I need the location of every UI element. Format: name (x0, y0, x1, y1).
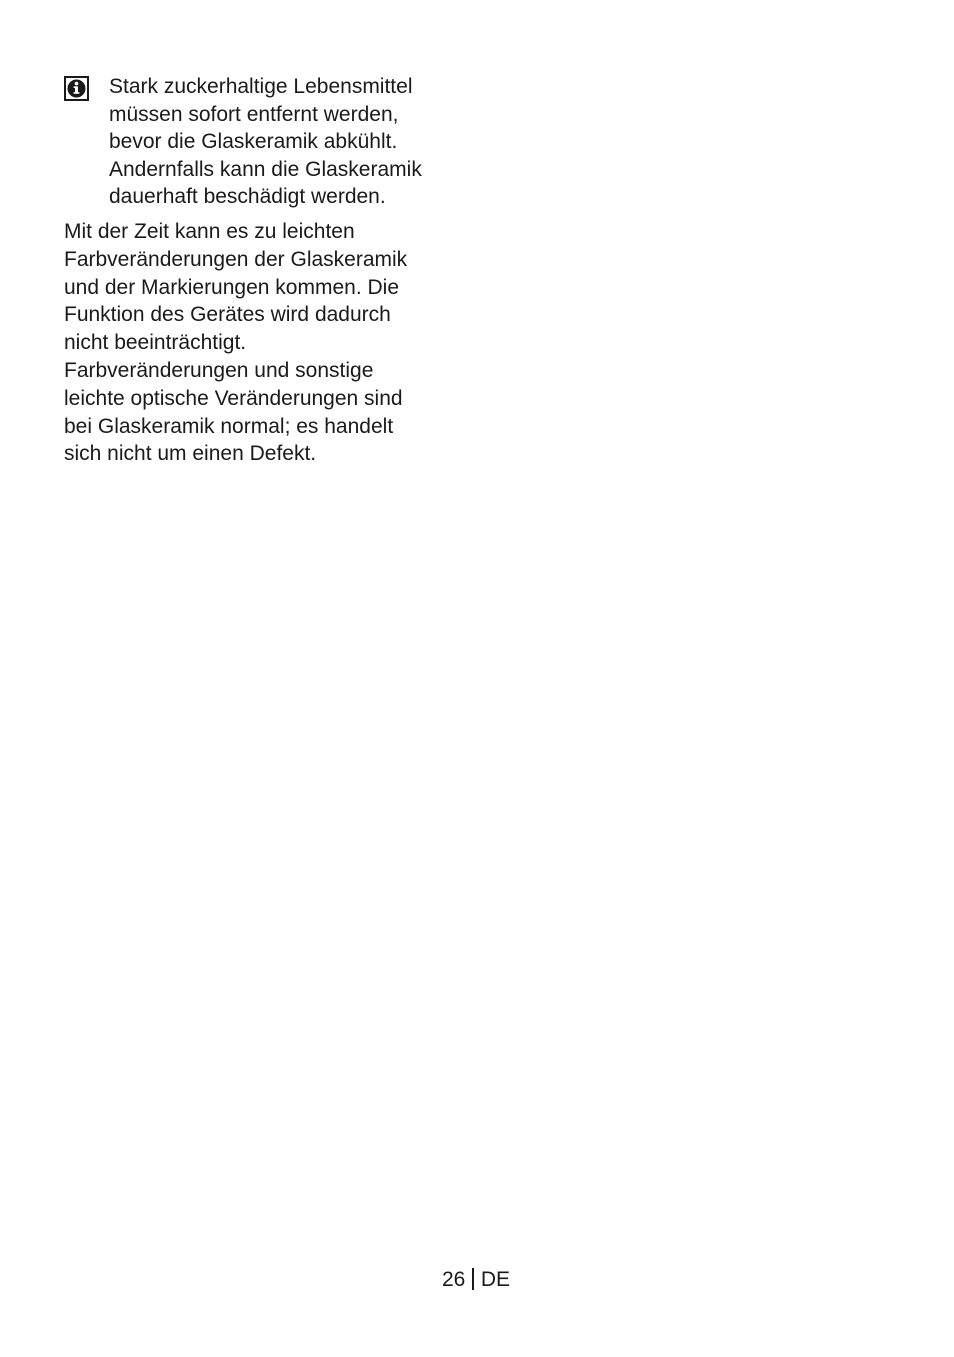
info-note-text: Stark zuckerhaltige Lebensmittel müssen sofort entfernt werden, bevor die Glaskeramik abkühlt. Andernfalls kann die Glaskeramik dauerhaft beschädigt werden. (109, 75, 422, 209)
paragraph-color-changes: Mit der Zeit kann es zu leichten Farbveränderungen der Glaskeramik und der Markierungen kommen. Die Funktion des Gerätes wird dadurch nicht beeinträchtigt. (64, 220, 408, 355)
info-note (64, 73, 464, 211)
page-footer (442, 1266, 510, 1294)
page-number: 26 (442, 1268, 466, 1291)
body-text (64, 218, 464, 468)
paragraph-normal-changes: Farbveränderungen und sonstige leichte optische Veränderungen sind bei Glaskeramik normal; es handelt sich nicht um einen Defekt. (64, 358, 403, 466)
footer-separator (472, 1268, 474, 1290)
info-icon (64, 76, 89, 101)
language-code: DE (480, 1268, 511, 1291)
